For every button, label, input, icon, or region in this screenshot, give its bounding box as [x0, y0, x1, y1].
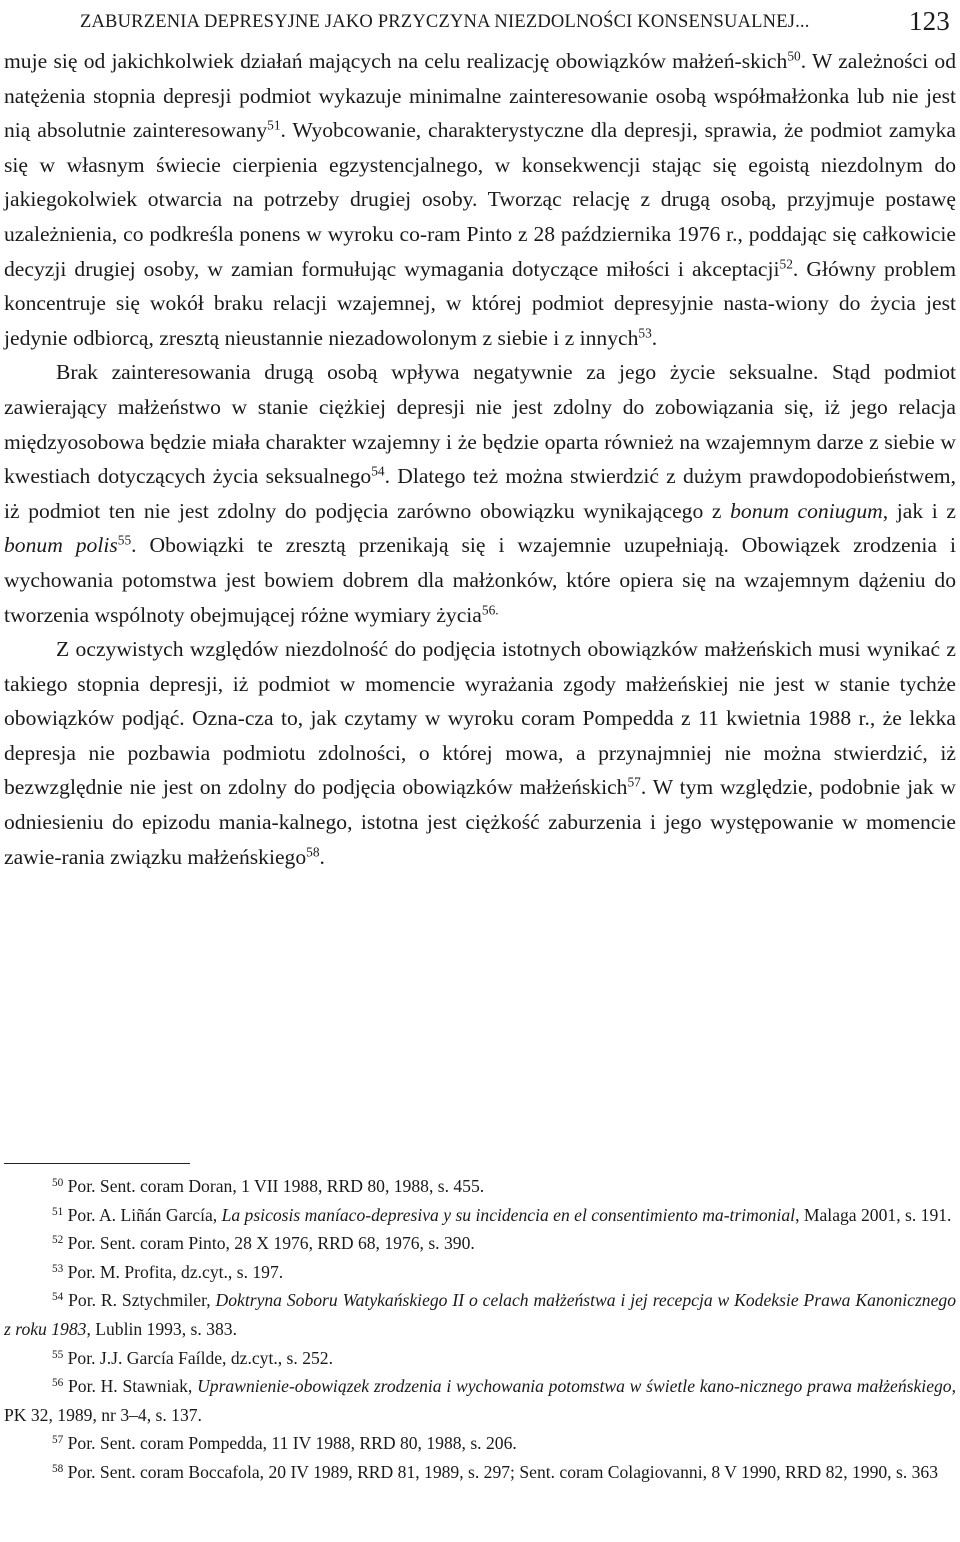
footnote-ref: 53 — [52, 1262, 64, 1275]
italic-text: La psicosis maníaco-depresiva y su incidencia en el consentimiento ma-trimonial — [221, 1204, 796, 1225]
text-run: . Główny problem koncentruje się wokół braku relacji wzajemnej, w której podmiot depresyjnie nasta-wiony do życia jest jedynie odbiorcą, zresztą nieustannie niezadowolonym z siebie i z innych — [4, 256, 956, 350]
footnote-item — [4, 1344, 956, 1373]
footnote-ref: 57 — [627, 775, 641, 791]
text-run: . Dlatego też można stwierdzić z dużym prawdopodobieństwem, iż podmiot ten nie jest zdolny do podjęcia zarówno obowiązku wynikającego z — [4, 464, 956, 523]
italic-text: bonum coniugum — [730, 498, 883, 523]
text-run: Por. J.J. García Faílde, dz.cyt., s. 252. — [63, 1347, 333, 1368]
footnote-item — [4, 1429, 956, 1458]
footnote-item — [4, 1229, 956, 1258]
footnote-item — [4, 1286, 956, 1343]
italic-text: bonum polis — [4, 533, 118, 558]
footnote-item — [4, 1372, 956, 1429]
footnote-ref: 53 — [638, 325, 652, 341]
footnote-ref: 58 — [306, 844, 320, 860]
text-run: Por. Sent. coram Doran, 1 VII 1988, RRD 80, 1988, s. 455. — [63, 1176, 485, 1196]
footnote-ref: 56. — [481, 602, 499, 618]
footnote-item — [4, 1258, 956, 1287]
text-run: Por. Sent. coram Pompedda, 11 IV 1988, RRD 80, 1988, s. 206. — [63, 1433, 517, 1454]
text-run: , PK 32, 1989, nr 3–4, s. 137. — [4, 1376, 956, 1425]
text-run: , Malaga 2001, s. 191. — [795, 1204, 952, 1225]
text-run: Por. Sent. coram Boccafola, 20 IV 1989, RRD 81, 1989, s. 297; Sent. coram Colagiovanni, 8 V 1990, RRD 82, 1990, s. 363 — [63, 1461, 939, 1482]
text-run: . — [651, 325, 658, 350]
footnote-ref: 51 — [52, 1205, 64, 1218]
italic-text: Uprawnienie-obowiązek zrodzenia i wychowania potomstwa w świetle kano-nicznego prawa małżeńskiego — [197, 1376, 952, 1397]
footnote-separator — [4, 1163, 190, 1164]
text-run: Por. H. Stawniak, — [63, 1376, 198, 1397]
paragraph — [4, 44, 956, 355]
text-run: muje się od jakichkolwiek działań mających na celu realizację obowiązków małżeń-skich — [4, 49, 788, 73]
text-run: Brak zainteresowania drugą osobą wpływa negatywnie za jego życie seksualne. Stąd podmiot zawierający małżeństwo w stanie ciężkiej depresji nie jest zdolny do zobowiązania się, iż jego relacja międzyosobowa będzie miała charakter wzajemny i że będzie oparta również na wzajemnym darze z siebie w kwestiach dotyczących życia seksualnego — [4, 360, 956, 489]
footnotes — [4, 1172, 956, 1487]
running-title: ZABURZENIA DEPRESYJNE JAKO PRZYCZYNA NIEZDOLNOŚCI KONSENSUALNEJ... — [80, 12, 810, 32]
footnote-ref: 58 — [52, 1462, 64, 1475]
text-run: Por. A. Liñán García, — [63, 1204, 222, 1225]
italic-text: Doktryna Soboru Watykańskiego II o celach małżeństwa i jej recepcja w Kodeksie Prawa Kanonicznego z roku 1983 — [4, 1290, 956, 1339]
footnote-ref: 51 — [267, 117, 281, 133]
text-run: Z oczywistych względów niezdolność do podjęcia istotnych obowiązków małżeńskich musi wynikać z takiego stopnia depresji, iż podmiot w momencie wyrażania zgody małżeńskiej nie jest w stanie tychże obowiązków podjąć. Ozna-cza to, jak czytamy w wyroku coram Pompedda z 11 kwietnia 1988 r., że lekka depresja nie pozbawia podmiotu zdolności, o której mowa, a przynajmniej nie można stwierdzić, iż bezwzględnie nie jest on zdolny do podjęcia obowiązków małżeńskich — [4, 637, 956, 800]
footnote-ref: 50 — [787, 48, 801, 64]
footnote-item — [4, 1172, 956, 1201]
footnote-ref: 52 — [779, 256, 793, 272]
footnote-ref: 57 — [52, 1434, 64, 1447]
footnote-ref: 55 — [117, 532, 132, 548]
text-run: , jak i z — [882, 498, 957, 523]
footnote-ref: 54 — [371, 463, 385, 479]
footnote-ref: 56 — [52, 1376, 64, 1389]
page-number: 123 — [908, 6, 950, 36]
footnote-ref: 55 — [52, 1348, 64, 1361]
text-run: . Wyobcowanie, charakterystyczne dla depresji, sprawia, że podmiot zamyka się w własnym świecie cierpienia egzystencjalnego, w konsekwencji stając się egoistą niezdolnym do jakiegokolwiek otwarcia na potrzeby drugiej osoby. Tworząc relację z drugą osobą, przyjmuje postawę uzależnienia, co podkreśla ponens w wyroku co-ram Pinto z 28 października 1976 r., poddając się całkowicie decyzji drugiej osoby, w zamian formułując wymagania dotyczące miłości i akceptacji — [4, 118, 956, 281]
text-run: Por. Sent. coram Pinto, 28 X 1976, RRD 68, 1976, s. 390. — [63, 1233, 475, 1254]
text-run: . W tym względzie, podobnie jak w odniesieniu do epizodu mania-kalnego, istotna jest ciężkość zaburzenia i jego występowanie w momencie zawie-rania związku małżeńskiego — [4, 775, 956, 869]
text-run: , Lublin 1993, s. 383. — [86, 1318, 237, 1339]
footnote-ref: 54 — [52, 1291, 64, 1304]
paragraph — [4, 355, 956, 632]
footnote-item — [4, 1201, 956, 1230]
footnote-item — [4, 1458, 956, 1487]
text-run: . Obowiązki te zresztą przenikają się i wzajemnie uzupełniają. Obowiązek zrodzenia i wychowania potomstwa jest bowiem dobrem dla małżonków, które opiera się na wzajemnym dążeniu do tworzenia wspólnoty obejmującej różne wymiary życia — [4, 533, 956, 627]
paragraph — [4, 632, 956, 874]
text-run: . — [319, 844, 325, 869]
footnote-ref: 50 — [52, 1176, 64, 1189]
footnote-ref: 52 — [52, 1234, 64, 1246]
text-run: . W zależności od natężenia stopnia depresji podmiot wykazuje minimalne zainteresowanie osobą współmałżonka lub nie jest nią absolutnie zainteresowany — [4, 49, 956, 143]
text-run: Por. R. Sztychmiler, — [63, 1290, 216, 1311]
text-run: Por. M. Profita, dz.cyt., s. 197. — [63, 1261, 284, 1282]
main-text — [4, 44, 956, 874]
running-header — [0, 6, 956, 36]
